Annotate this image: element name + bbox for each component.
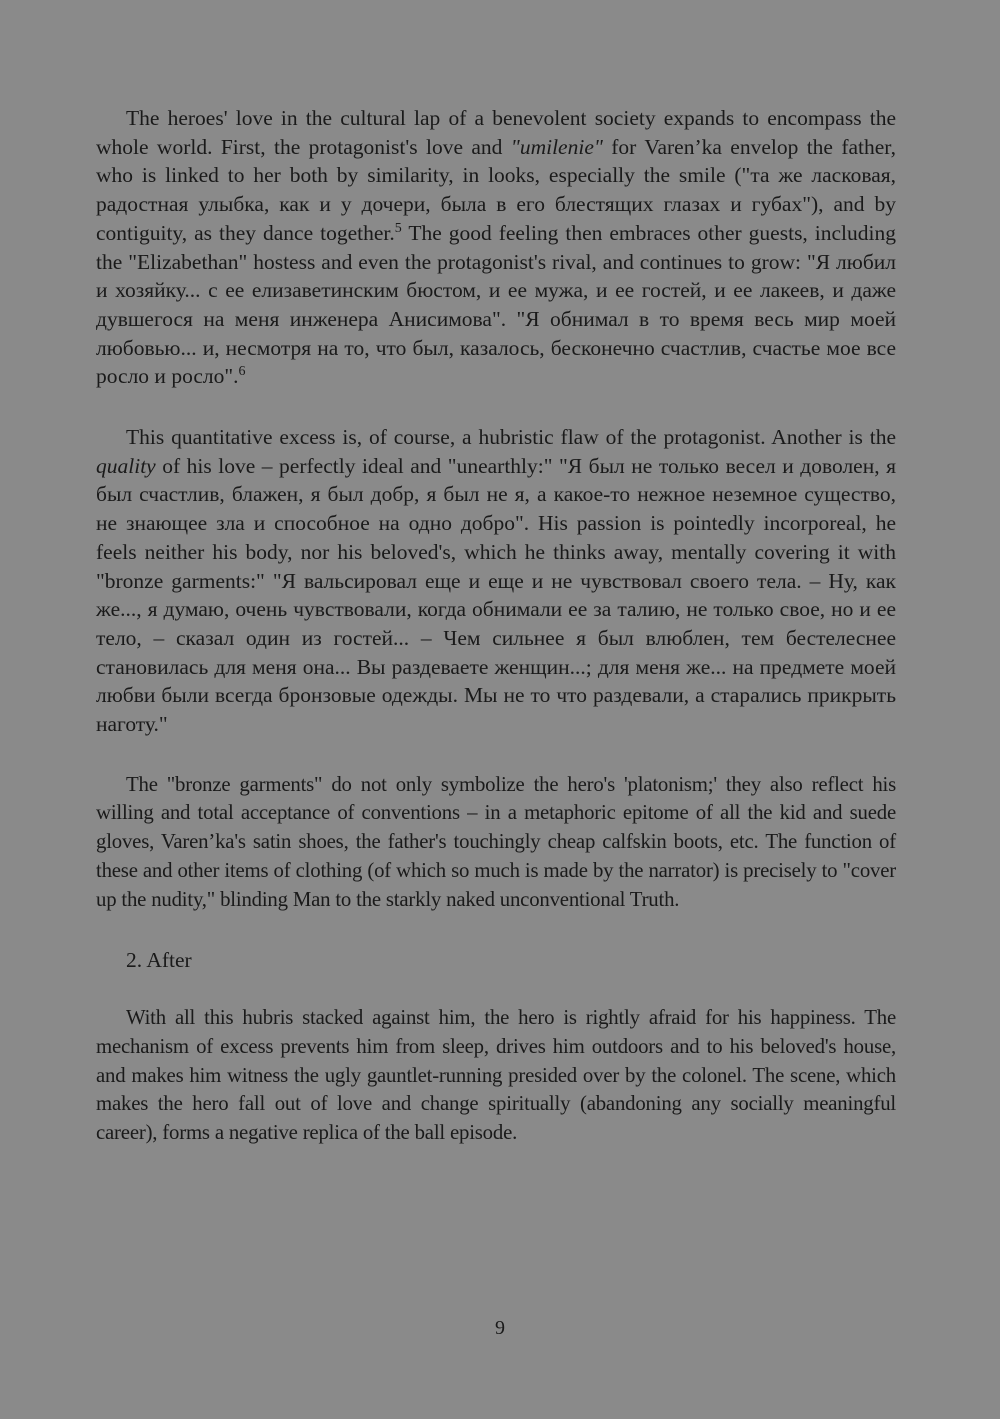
emphasis-umilenie: "umilenie" — [510, 134, 603, 159]
paragraph-1-text-a: The heroes' love in the cultural lap of a benevolent society expands to encompass the whole world. First, the protagonist's love and — [96, 106, 896, 159]
emphasis-quality: quality — [96, 453, 156, 478]
footnote-marker-6: 6 — [238, 364, 246, 380]
paragraph-hubris: With all this hubris stacked against him, the hero is rightly afraid for his happiness. The mechanism of excess prevents him from sleep, drives him outdoors and to his beloved's house, and makes him witness the ugly gauntlet-running presided over by the colonel. The scene, which makes the hero fall out of love and change spiritually (abandoning any socially meaningful career), forms a negative replica of the ball episode. — [96, 1006, 896, 1145]
paragraph-2-text-b: of his love – perfectly ideal and "unearthly:" "Я был не только весел и доволен, я был счастлив, блажен, я был добр, я был не я, а какое-то нежное неземное существо, не знающее зла и способное на одно добро". His passion is pointedly incorporeal, he feels neither his body, nor his beloved's, which he thinks away, mentally covering it with "bronze garments:" "Я вальсировал еще и еще и не чувствовал своего тела. – Ну, как же..., я думаю, очень чувствовали, когда обнимали ее за талию, не только свое, но и ее тело, – сказал один из гостей... – Чем сильнее я был влюблен, тем бестелеснее становилась для меня она... Вы раздеваете женщин...; для меня же... на предмете моей любви были всегда бронзовые одежды. Мы не то что раздевали, а старались прикрыть наготу." — [96, 453, 896, 737]
paragraph-heroes-love — [96, 104, 896, 391]
paragraph-bronze-garments: The "bronze garments" do not only symbolize the hero's 'platonism;' they also reflect his willing and total acceptance of conventions – in a metaphoric epitome of all the kid and suede gloves, Varen’ka's satin shoes, the father's touchingly cheap calfskin boots, etc. The function of these and other items of clothing (of which so much is made by the narrator) is precisely to "cover up the nudity," blinding Man to the starkly naked unconventional Truth. — [96, 772, 896, 911]
footnote-marker-5: 5 — [394, 220, 402, 236]
page-number: 9 — [495, 1317, 505, 1339]
section-heading-after: 2. After — [126, 948, 192, 973]
paragraph-2-text-a: This quantitative excess is, of course, a hubristic flaw of the protagonist. Another is the — [126, 425, 896, 450]
paragraph-quantitative-excess — [96, 423, 896, 739]
paragraph-1-text-c: The good feeling then embraces other guests, including the "Elizabethan" hostess and even the protagonist's rival, and continues to grow: "Я любил и хозяйку... с ее елизаветинским бюстом, и ее мужа, и ее гостей, и ее лакеев, и даже дувшегося на меня инженера Анисимова". "Я обнимал в то время весь мир моей любовью... и, несмотря на то, что был, казалось, бесконечно счастлив, счастье мое все росло и росло". — [96, 220, 896, 389]
paragraph-1-text-b: for Varen’ka envelop the father, who is linked to her both by similarity, in looks, especially the smile ("та же ласковая, радостная улыбка, как и у дочери, была в его блестящих глазах и губах"), and by contiguity, as they dance together. — [96, 134, 896, 245]
page-body — [96, 104, 896, 1180]
